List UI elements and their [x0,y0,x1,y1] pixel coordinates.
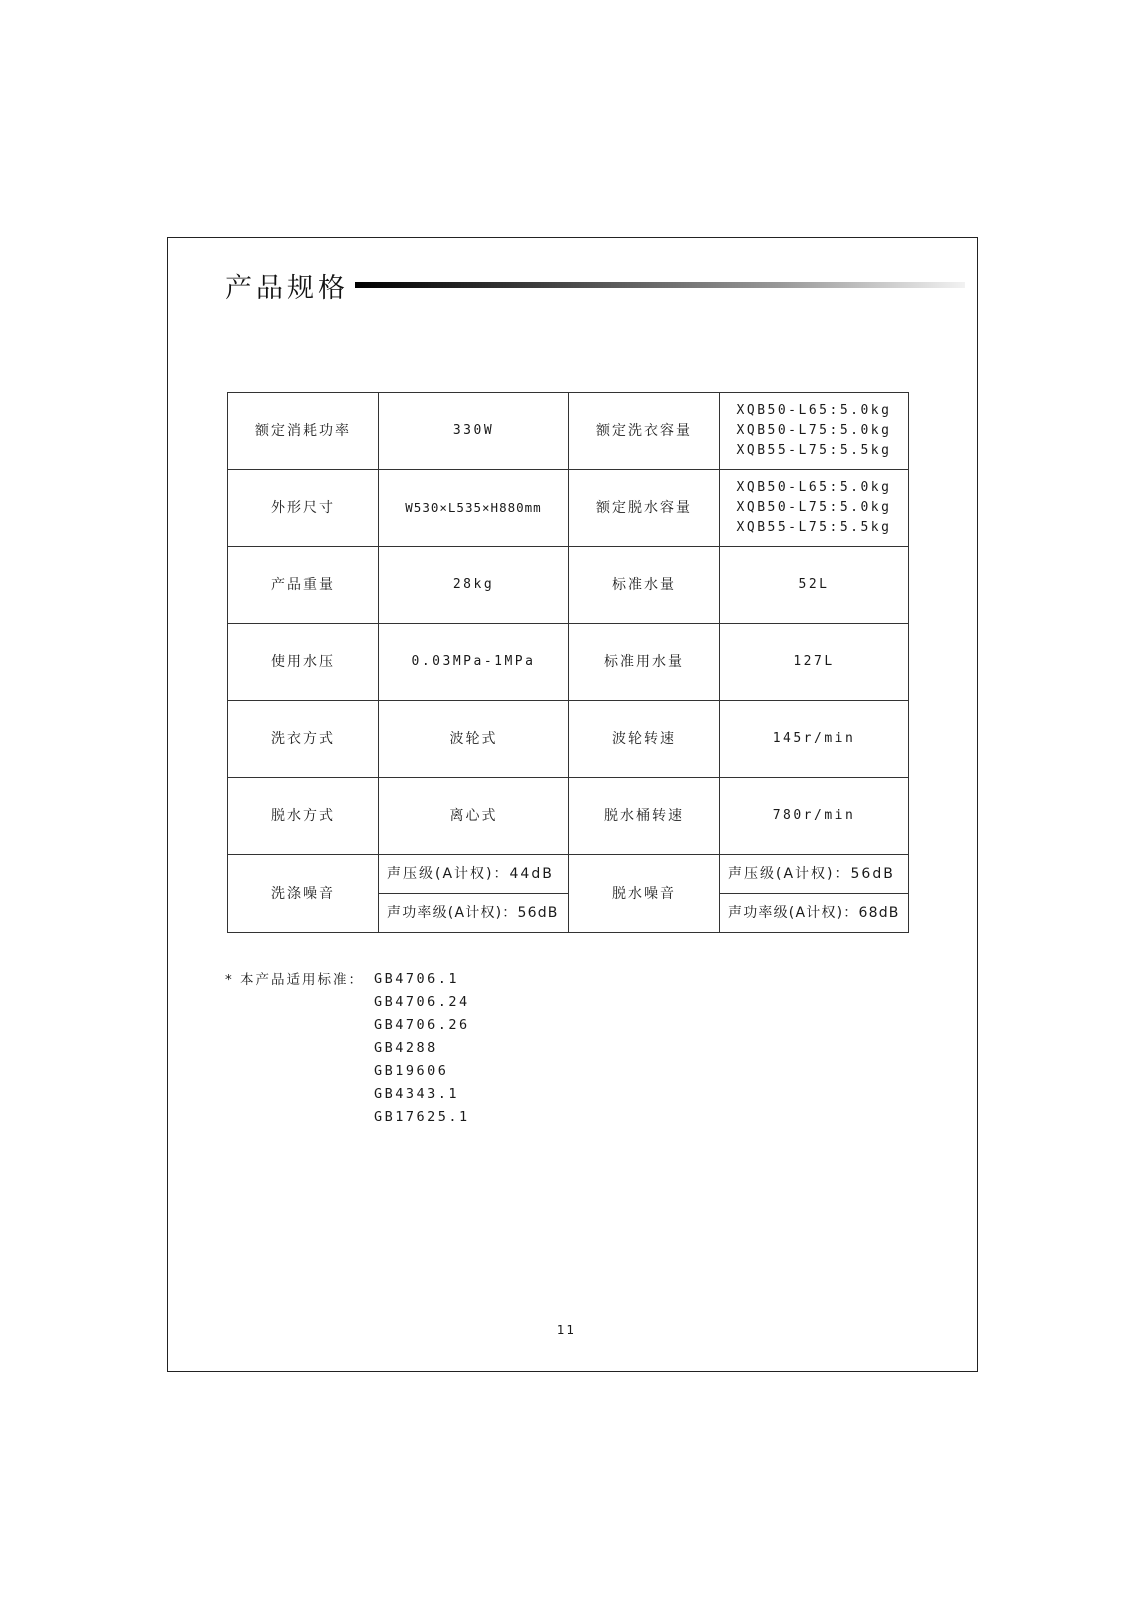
list-item: GB4706.1 [374,971,460,987]
spec-label: 使用水压 [228,624,379,701]
spec-value: 330W [379,393,569,470]
noise-label: 脱水噪音 [569,855,720,933]
table-row [228,624,909,701]
capacity-line: XQB50-L75:5.0kg [736,423,892,438]
capacity-line: XQB50-L65:5.0kg [736,480,892,495]
capacity-line: XQB55-L75:5.5kg [736,520,892,535]
table-row [228,855,909,894]
list-item: GB4343.1 [374,1086,460,1102]
capacity-line: XQB50-L75:5.0kg [736,500,892,515]
list-item: GB4288 [374,1040,438,1056]
table-row [228,470,909,547]
spec-table [227,392,909,933]
spec-label: 额定消耗功率 [228,393,379,470]
spec-label: 波轮转速 [569,701,720,778]
spec-value [720,470,909,547]
list-item: GB4706.26 [374,1017,470,1033]
standards-label: * 本产品适用标准： [225,972,365,988]
list-item: GB17625.1 [374,1109,470,1125]
noise-value: 声压级(A计权)：56dB [720,855,909,894]
spec-label: 脱水桶转速 [569,778,720,855]
spec-value: 0.03MPa-1MPa [379,624,569,701]
spec-label: 脱水方式 [228,778,379,855]
spec-value: W530×L535×H880mm [379,470,569,547]
title-rule [355,282,965,288]
noise-value: 声压级(A计权)：44dB [379,855,569,894]
spec-label: 标准水量 [569,547,720,624]
noise-value: 声功率级(A计权)：56dB [379,894,569,933]
spec-label: 额定脱水容量 [569,470,720,547]
list-item: GB19606 [374,1063,449,1079]
capacity-line: XQB55-L75:5.5kg [736,443,892,458]
spec-value [720,393,909,470]
spec-value: 离心式 [379,778,569,855]
spec-value: 780r/min [720,778,909,855]
spec-value: 127L [720,624,909,701]
page-title: 产品规格 [225,273,349,304]
page-number: 11 [556,1323,577,1337]
spec-value: 52L [720,547,909,624]
table-row [228,778,909,855]
noise-value: 声功率级(A计权)：68dB [720,894,909,933]
spec-label: 外形尺寸 [228,470,379,547]
table-row [228,701,909,778]
capacity-line: XQB50-L65:5.0kg [736,403,892,418]
spec-value: 波轮式 [379,701,569,778]
table-row [228,547,909,624]
spec-value: 145r/min [720,701,909,778]
standards-list [374,968,470,1129]
noise-label: 洗涤噪音 [228,855,379,933]
table-row [228,393,909,470]
spec-label: 洗衣方式 [228,701,379,778]
spec-label: 额定洗衣容量 [569,393,720,470]
spec-label: 标准用水量 [569,624,720,701]
list-item: GB4706.24 [374,994,470,1010]
spec-value: 28kg [379,547,569,624]
spec-label: 产品重量 [228,547,379,624]
